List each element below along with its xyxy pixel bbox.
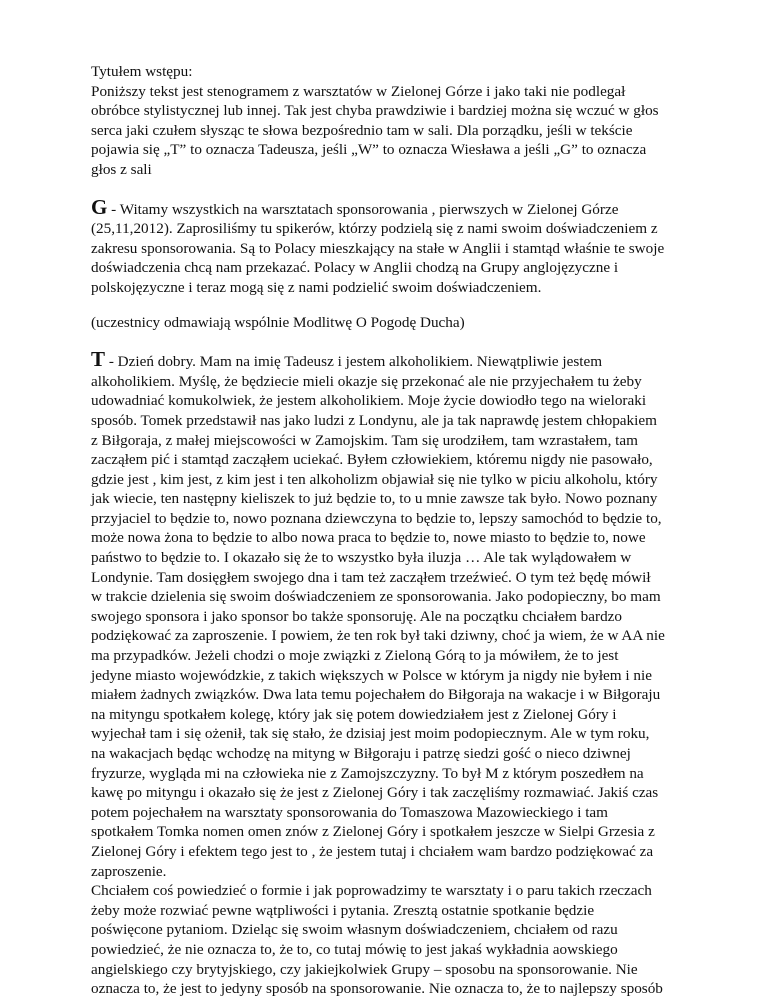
intro-line: pojawia się „T” to oznacza Tadeusza, jeśli „W” to oznacza Wiesława a jeśli „G” to oznacza — [91, 141, 647, 159]
paragraph-spacer — [91, 180, 691, 198]
intro-line: obróbce stylistycznej lub innej. Tak jest chyba prawdziwie i bardziej można się wczuć w głos — [91, 102, 659, 120]
t-line: miałem żadnych związków. Dwa lata temu pojechałem do Biłgoraja na wakacje i w Biłgoraju — [91, 686, 661, 704]
paragraph-spacer — [91, 298, 691, 313]
t-line: na wakacjach będąc wchodzę na mityng w Biłgoraju i patrzę siedzi gość o nieco dziwnej — [91, 745, 631, 762]
t-line: z Biłgoraja, z małej miejscowości w Zamojskim. Tam się urodziłem, tam wzrastałem, tam — [91, 431, 638, 449]
paragraph-spacer — [91, 332, 691, 350]
g-line: zakresu sponsorowania. Są to Polacy mieszkający na stałe w Anglii i stamtąd właśnie te swoje — [91, 239, 665, 257]
t-line: jak wiecie, ten następny kieliszek to już będzie to, to u mnie zawsze tak było. Nowo poznany — [91, 490, 658, 508]
t-line: alkoholikiem. Myślę, że będziecie mieli okazje się przekonać ale nie przyjechałem tu żeby — [91, 372, 642, 390]
t-line: państwo to będzie to. I okazało się że to wszystko była iluzja … Ale tak wylądowałem w — [91, 549, 632, 567]
t-first-line — [91, 347, 691, 372]
prayer-note-paragraph — [91, 313, 691, 333]
intro-line: Poniższy tekst jest stenogramem z warsztatów w Zielonej Górze i jako taki nie podlegał — [91, 82, 626, 100]
intro-paragraph — [91, 62, 691, 180]
t-line: Zielonej Góry i efektem tego jest to , że jestem tutaj i chciałem wam bardzo podziękować za — [91, 842, 654, 860]
t-line: Londynie. Tam dosięgłem swojego dna i tam też zacząłem trzeźwieć. O tym też będę mówił — [91, 568, 651, 586]
t-line: oznacza to, że jest to jedyny sposób na sponsorowanie. Nie oznacza to, że to najlepszy sposób — [91, 980, 663, 998]
t-line: spotkałem Tomka nomen omen znów z Zielonej Góry i spotkałem jeszcze w Sielpi Grzesia z — [91, 823, 655, 841]
t-line: przyjaciel to będzie to, nowo poznana dziewczyna to będzie to, lepszy samochód to będzie to, — [91, 509, 662, 527]
t-line: gdzie jest , kim jest, z kim jest i ten alkoholizm objawiał się nie tylko w piciu alkoholu, który — [91, 470, 658, 488]
g-line: doświadczenia chcą nam przekazać. Polacy w Anglii chodzą na Grupy anglojęzyczne i — [91, 259, 619, 277]
t-line: wyjechał tam i się ożenił, tak się stało, że dzisiaj jest moim podopiecznym. Ale w tym roku, — [91, 725, 650, 743]
t-line: poświęcone pytaniom. Dzieląc się swoim własnym doświadczeniem, chciałem od razu — [91, 921, 618, 939]
speaker-letter-t: T — [91, 347, 106, 372]
prayer-note: (uczestnicy odmawiają wspólnie Modlitwę O Pogodę Ducha) — [91, 313, 465, 331]
t-speaker-paragraph — [91, 347, 691, 999]
t-line: sposób. Tomek przedstawił nas jako ludzi z Londynu, ale ja tak naprawdę jestem chłopakiem — [91, 411, 657, 429]
t-first-text: - Dzień dobry. Mam na imię Tadeusz i jestem alkoholikiem. Niewątpliwie jestem — [105, 353, 603, 371]
t-line: zacząłem pić i stamtąd zacząłem uciekać. Byłem człowiekiem, któremu nigdy nie pasowało, — [91, 451, 653, 469]
t-line: ma przypadków. Jeżeli chodzi o moje związki z Zieloną Górą to ja mówiłem, że to jest — [91, 647, 619, 665]
t-line: może nowa żona to będzie to albo nowa praca to będzie to, nowe miasto to będzie to, nowe — [91, 529, 646, 547]
t-line: na mityngu spotkałem kolegę, który jak się potem dowiedziałem jest z Zielonej Góry i — [91, 705, 617, 723]
t-line: podziękować za zaproszenie. I powiem, że ten rok był taki dziwny, choć ja wiem, że w AA nie — [91, 627, 665, 645]
t-line: w trakcie dzielenia się swoim doświadczeniem ze sponsorowania. Jako podopieczny, bo mam — [91, 588, 661, 606]
t-line: Chciałem coś powiedzieć o formie i jak poprowadzimy te warsztaty i o paru takich rzeczach — [91, 882, 652, 900]
t-line: udowadniać komukolwiek, że jestem alkoholikiem. Moje życie dowiodło tego na wieloraki — [91, 392, 647, 410]
g-first-text: - Witamy wszystkich na warsztatach sponsorowania , pierwszych w Zielonej Górze — [107, 200, 619, 218]
intro-line: głos z sali — [91, 160, 152, 178]
intro-line: serca jaki czułem słysząc te słowa bezpośrednio tam w sali. Dla porządku, jeśli w tekście — [91, 121, 633, 139]
t-line: kawę po mityngu i okazało się że jest z Zielonej Góry i tak zaczęliśmy rozmawiać. Jakiś czas — [91, 784, 659, 802]
g-first-line — [91, 194, 691, 220]
t-line: potem pojechałem na warsztaty sponsorowania do Tomaszowa Mazowieckiego i tam — [91, 803, 608, 821]
document-page — [91, 62, 691, 999]
g-speaker-paragraph — [91, 194, 691, 298]
t-line: fryzurze, wygląda mi na człowieka nie z Zamojszczyzny. To był M z którym poszedłem na — [91, 764, 644, 782]
t-line: angielskiego czy brytyjskiego, czy jakiejkolwiek Grupy – sposobu na sponsorowanie. Nie — [91, 960, 638, 978]
t-line: jedyne miasto wojewódzkie, z takich większych w Polsce w którym ja nigdy nie byłem i nie — [91, 666, 652, 684]
g-line: (25,11,2012). Zaprosiliśmy tu spikerów, którzy podzielą się z nami swoim doświadczeniem z — [91, 220, 658, 238]
intro-line: Tytułem wstępu: — [91, 63, 193, 80]
t-line: żeby może rozwiać pewne wątpliwości i pytania. Zresztą ostatnie spotkanie będzie — [91, 901, 595, 919]
t-line: zaproszenie. — [91, 862, 167, 880]
t-line: swojego sponsora i jako sponsor bo także sponsoruję. Ale na początku chciałem bardzo — [91, 607, 622, 625]
t-line: powiedzieć, że nie oznacza to, że to, co tutaj mówię to jest jakaś wykładnia aowskiego — [91, 940, 618, 958]
speaker-letter-g: G — [91, 194, 108, 219]
g-line: polskojęzyczne i teraz mogą się z nami podzielić swoim doświadczeniem. — [91, 278, 542, 296]
